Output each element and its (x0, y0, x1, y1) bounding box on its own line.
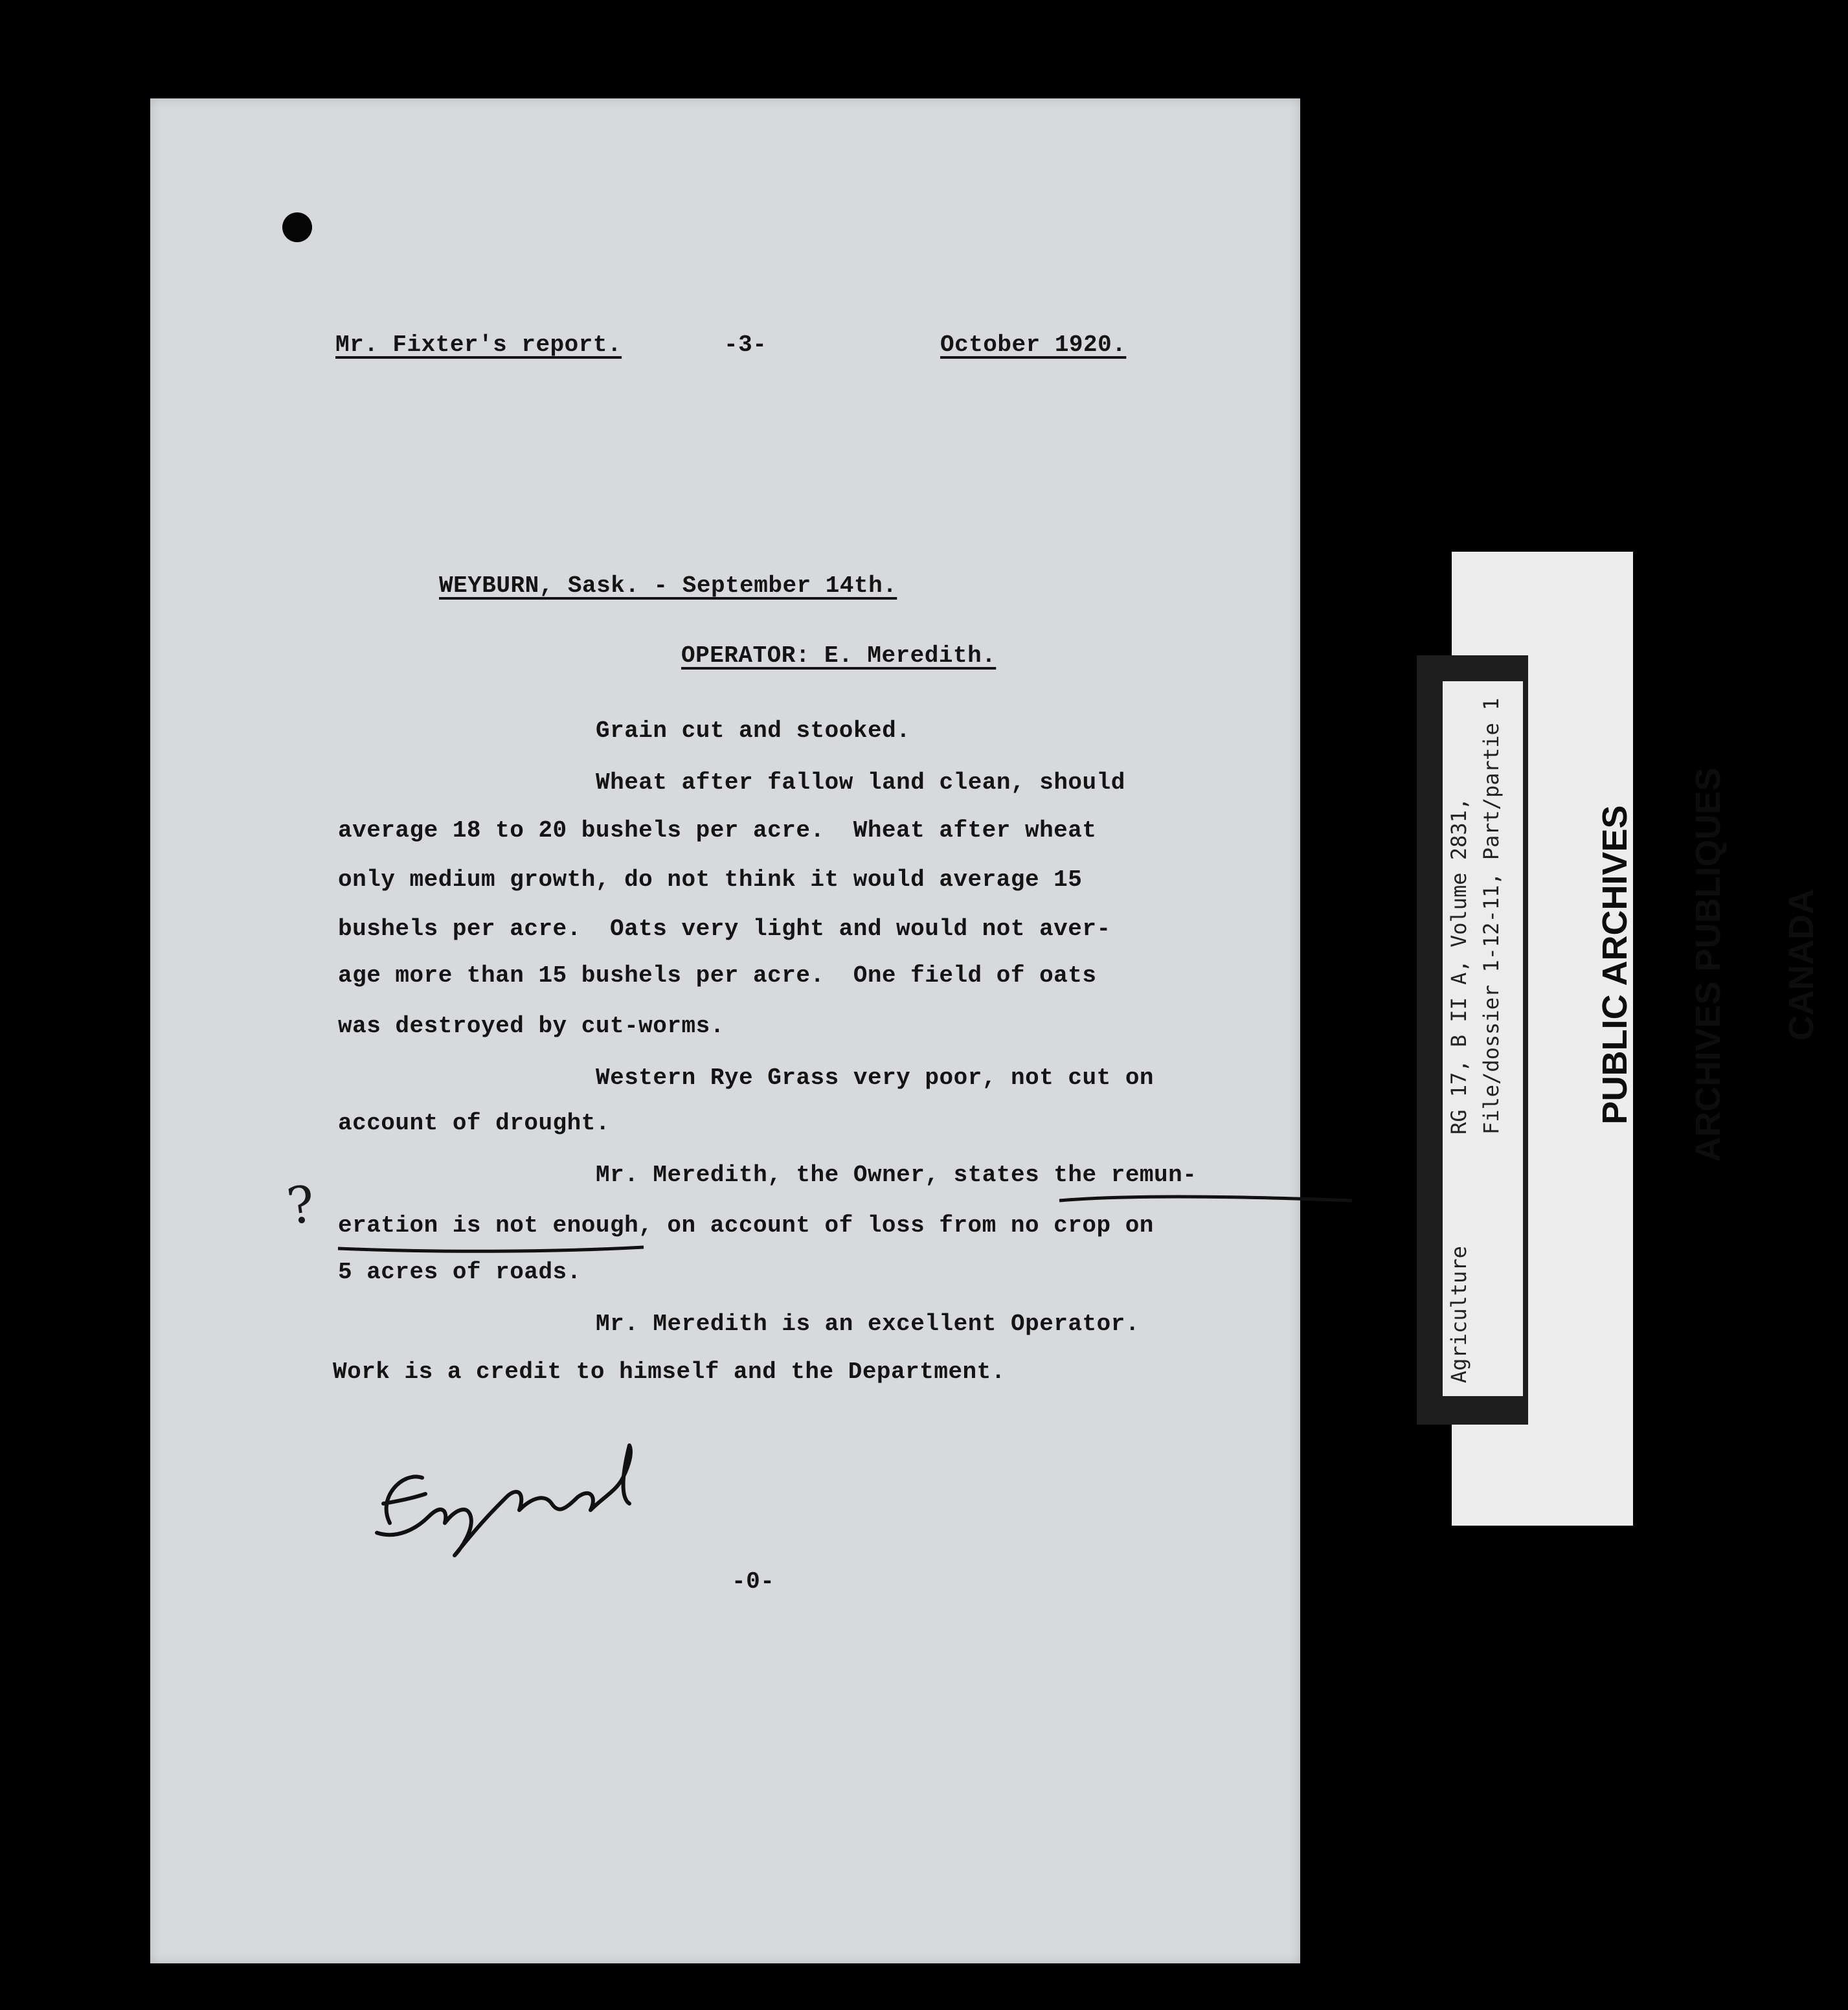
punch-hole (282, 212, 312, 242)
body-line: Mr. Meredith is an excellent Operator. (596, 1311, 1140, 1337)
body-line: Grain cut and stooked. (596, 717, 911, 744)
location-heading: WEYBURN, Sask. - September 14th. (439, 572, 897, 599)
body-line: account of drought. (338, 1110, 610, 1136)
body-line: bushels per acre. Oats very light and would not aver- (338, 916, 1111, 942)
header-page-number: -3- (724, 332, 767, 358)
body-line: eration is not enough, on account of loss from no crop on (338, 1212, 1154, 1239)
stamp-line: CANADA (1782, 889, 1821, 1041)
body-line: Western Rye Grass very poor, not cut on (596, 1065, 1155, 1091)
body-line: average 18 to 20 bushels per acre. Wheat after wheat (338, 817, 1097, 844)
handwritten-signature (364, 1426, 727, 1581)
archive-label-agriculture: Agriculture (1447, 1246, 1471, 1383)
body-line: Work is a credit to himself and the Department. (333, 1359, 1006, 1385)
header-report-title: Mr. Fixter's report. (335, 332, 622, 358)
body-line: 5 acres of roads. (338, 1259, 581, 1285)
body-line: only medium growth, do not think it would average 15 (338, 866, 1083, 893)
operator-heading: OPERATOR: E. Meredith. (681, 642, 997, 669)
margin-question-mark: ? (283, 1175, 319, 1237)
handwritten-underline (335, 1242, 646, 1258)
closing-mark: -0- (732, 1568, 775, 1595)
public-archives-stamp (1537, 764, 1848, 1166)
stamp-line: ARCHIVES PUBLIQUES (1689, 767, 1728, 1162)
document-page (150, 98, 1300, 1963)
body-line: Mr. Meredith, the Owner, states the remun- (596, 1162, 1197, 1188)
handwritten-underline (1057, 1191, 1355, 1207)
stamp-line: PUBLIC ARCHIVES (1595, 805, 1634, 1125)
header-date: October 1920. (940, 332, 1127, 358)
body-line: Wheat after fallow land clean, should (596, 769, 1125, 796)
archive-label-reference-line1: RG 17, B II A, Volume 2831, (1447, 797, 1471, 1135)
body-line: age more than 15 bushels per acre. One field of oats (338, 962, 1097, 989)
archive-label-reference-line2: File/dossier 1-12-11, Part/partie 1 (1479, 697, 1504, 1135)
body-line: was destroyed by cut-worms. (338, 1013, 725, 1039)
archive-label (1443, 681, 1523, 1396)
